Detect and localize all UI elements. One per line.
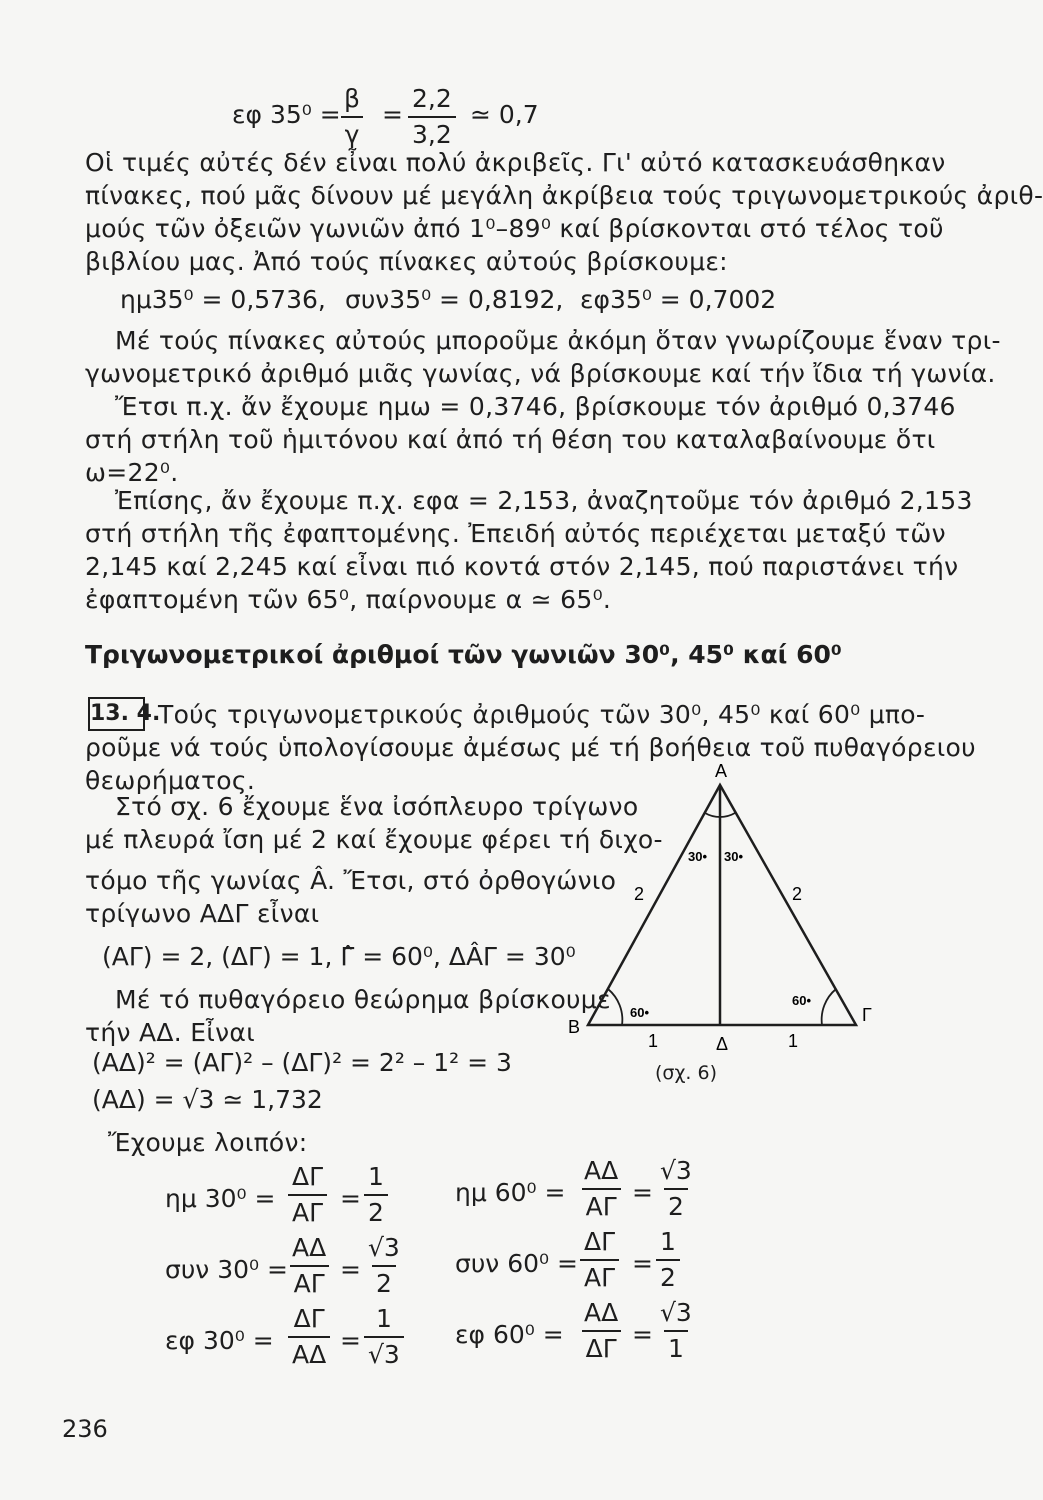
base-label-left: 1 <box>648 1031 659 1051</box>
figure-caption: (σχ. 6) <box>655 1062 718 1084</box>
trig-equals: = <box>340 1326 361 1355</box>
text-line: γωνομετρικό ἀριθμό μιᾶς γωνίας, νά βρίσκουμε καί τήν ἴδια τή γωνία. <box>85 359 996 388</box>
trig-lhs: συν 60⁰ = <box>455 1249 578 1278</box>
text-line: στή στήλη τῆς ἐφαπτομένης. Ἐπειδή αὐτός περιέχεται μεταξύ τῶν <box>85 519 946 548</box>
text-line: ω=22⁰. <box>85 458 179 487</box>
base-label-right: 1 <box>788 1031 799 1051</box>
pythagoras-line-2: (ΑΔ) = √3 ≃ 1,732 <box>92 1085 323 1114</box>
equilateral-triangle <box>588 785 856 1025</box>
fraction-numerator: ΔΓ <box>293 1304 325 1333</box>
trig-lhs: ημ 30⁰ = <box>165 1184 276 1213</box>
fraction-numerator: 1 <box>368 1162 384 1191</box>
fraction-numerator: ΔΓ <box>584 1227 616 1256</box>
text-line: στή στήλη τοῦ ἡμιτόνου καί ἀπό τή θέση του καταλαβαίνουμε ὅτι <box>85 425 936 454</box>
formula-lhs: εφ 35⁰ = <box>232 100 341 129</box>
have-thus-label: Ἔχουμε λοιπόν: <box>108 1128 308 1157</box>
formula-fraction-1 <box>340 82 364 152</box>
angle-label-60-B: 60• <box>630 1005 650 1020</box>
section-heading: Τριγωνομετρικοί ἀριθμοί τῶν γωνιῶν 30⁰, 45⁰ καί 60⁰ <box>85 640 842 669</box>
formula-equals: = <box>382 100 403 129</box>
text-line: τήν ΑΔ. Εἶναι <box>85 1018 255 1047</box>
fraction-numerator: √3 <box>660 1156 692 1185</box>
triangle-figure <box>560 755 880 1055</box>
angle-label-30-right: 30• <box>724 849 744 864</box>
text-line: Μέ τούς πίνακες αὐτούς μποροῦμε ἀκόμη ὅταν γνωρίζουμε ἕναν τρι- <box>115 326 1001 355</box>
section-number-box: 13. 4. <box>88 697 145 731</box>
fraction-numerator: β <box>344 84 360 113</box>
text-line: τρίγωνο ΑΔΓ εἶναι <box>85 899 320 928</box>
text-line: τόμο τῆς γωνίας Â. Ἔτσι, στό ὀρθογώνιο <box>85 866 617 895</box>
trig-equals: = <box>632 1178 653 1207</box>
fraction-denominator: 2 <box>664 1188 688 1224</box>
fraction-numerator: ΑΔ <box>584 1156 619 1185</box>
fraction-denominator: ΑΓ <box>582 1188 621 1224</box>
text-line: Οἱ τιμές αὐτές δέν εἶναι πολύ ἀκριβεῖς. Γι' αὐτό κατασκευάσθηκαν <box>85 148 946 177</box>
text-line: ἐφαπτομένη τῶν 65⁰, παίρνουμε α ≃ 65⁰. <box>85 585 612 614</box>
fraction-denominator: 2 <box>372 1265 396 1301</box>
fraction-denominator: 2 <box>364 1194 388 1230</box>
value-syn35: συν35⁰ = 0,8192, <box>345 285 564 314</box>
trig-fraction <box>656 1154 696 1224</box>
angle-arc-B <box>608 989 622 1025</box>
paragraph-7 <box>85 985 611 1055</box>
paragraph-6 <box>85 792 663 932</box>
trig-fraction <box>288 1302 330 1372</box>
trig-lhs: εφ 30⁰ = <box>165 1326 274 1355</box>
paragraph-3 <box>85 392 956 492</box>
fraction-denominator: 1 <box>664 1330 688 1366</box>
paragraph-2 <box>85 326 1001 396</box>
formula-approx: ≃ 0,7 <box>470 100 539 129</box>
formula-fraction-2 <box>408 82 456 152</box>
trig-fraction <box>364 1160 388 1230</box>
trig-fraction <box>288 1160 327 1230</box>
text-line: ροῦμε νά τούς ὑπολογίσουμε ἀμέσως μέ τή βοήθεια τοῦ πυθαγόρειου <box>85 733 976 762</box>
text-line: μούς τῶν ὀξειῶν γωνιῶν ἀπό 1⁰–89⁰ καί βρίσκονται στό τέλος τοῦ <box>85 214 944 243</box>
trig-fraction <box>580 1154 622 1224</box>
trig-fraction <box>580 1296 622 1366</box>
trig-equals: = <box>632 1249 653 1278</box>
vertex-label-G: Γ <box>862 1005 872 1025</box>
value-hm35: ημ35⁰ = 0,5736, <box>120 285 326 314</box>
fraction-numerator: ΑΔ <box>292 1233 327 1262</box>
side-label-right: 2 <box>792 884 803 904</box>
text-line: Μέ τό πυθαγόρειο θεώρημα βρίσκουμε <box>115 985 611 1014</box>
trig-lhs: εφ 60⁰ = <box>455 1320 564 1349</box>
trig-equals: = <box>340 1184 361 1213</box>
angle-label-30-left: 30• <box>688 849 708 864</box>
paragraph-1 <box>85 148 1043 288</box>
fraction-numerator: 1 <box>375 1304 392 1333</box>
fraction-denominator: γ <box>341 116 364 152</box>
fraction-denominator: 3,2 <box>408 116 456 152</box>
fraction-denominator: ΑΔ <box>288 1336 330 1372</box>
trig-lhs: ημ 60⁰ = <box>455 1178 566 1207</box>
fraction-numerator: 1 <box>660 1227 676 1256</box>
trig-fraction <box>656 1296 696 1366</box>
trig-fraction <box>580 1225 619 1295</box>
fraction-denominator: 2 <box>656 1259 680 1295</box>
value-ef35: εφ35⁰ = 0,7002 <box>580 285 777 314</box>
paragraph-4 <box>85 486 973 621</box>
text-line: μέ πλευρά ἴση μέ 2 καί ἔχουμε φέρει τή διχο- <box>85 825 663 854</box>
angle-arc-G <box>822 989 836 1025</box>
trig-fraction <box>288 1231 330 1301</box>
text-line: πίνακες, πού μᾶς δίνουν μέ μεγάλη ἀκρίβεια τούς τριγωνομετρικούς ἀριθ- <box>85 181 1043 210</box>
fraction-denominator: ΑΓ <box>580 1259 619 1295</box>
fraction-numerator: 2,2 <box>412 84 452 113</box>
side-label-left: 2 <box>634 884 645 904</box>
fraction-denominator: ΑΓ <box>288 1194 327 1230</box>
fraction-denominator: √3 <box>364 1336 404 1372</box>
trig-equals: = <box>340 1255 361 1284</box>
page-number: 236 <box>62 1415 108 1443</box>
angle-label-60-G: 60• <box>792 993 812 1008</box>
trig-fraction <box>656 1225 680 1295</box>
trig-fraction <box>364 1231 404 1301</box>
text-line: Ἐπίσης, ἄν ἔχουμε π.χ. εφα = 2,153, ἀναζητοῦμε τόν ἀριθμό 2,153 <box>115 486 973 515</box>
fraction-denominator: ΔΓ <box>582 1330 621 1366</box>
vertex-label-B: Β <box>568 1017 581 1037</box>
fraction-denominator: ΑΓ <box>290 1265 329 1301</box>
trig-lhs: συν 30⁰ = <box>165 1255 288 1284</box>
fraction-numerator: √3 <box>660 1298 692 1327</box>
text-line: Τούς τριγωνομετρικούς ἀριθμούς τῶν 30⁰, 45⁰ καί 60⁰ μπο- <box>158 700 926 729</box>
text-line: Στό σχ. 6 ἔχουμε ἕνα ἰσόπλευρο τρίγωνο <box>115 792 639 821</box>
equation-line: (ΑΓ) = 2, (ΔΓ) = 1, Γ̂ = 60⁰, ΔÂΓ = 30⁰ <box>102 942 576 971</box>
vertex-label-A: Α <box>715 761 728 781</box>
vertex-label-D: Δ <box>716 1034 729 1054</box>
fraction-numerator: ΔΓ <box>292 1162 324 1191</box>
text-line: θεωρήματος. <box>85 766 256 795</box>
text-line: Ἔτσι π.χ. ἄν ἔχουμε ημω = 0,3746, βρίσκουμε τόν ἀριθμό 0,3746 <box>115 392 956 421</box>
fraction-numerator: ΑΔ <box>584 1298 619 1327</box>
fraction-numerator: √3 <box>368 1233 400 1262</box>
text-line: βιβλίου μας. Ἀπό τούς πίνακες αὐτούς βρίσκουμε: <box>85 247 728 276</box>
trig-equals: = <box>632 1320 653 1349</box>
pythagoras-line-1: (ΑΔ)² = (ΑΓ)² – (ΔΓ)² = 2² – 1² = 3 <box>92 1048 512 1077</box>
text-line: 2,145 καί 2,245 καί εἶναι πιό κοντά στόν 2,145, πού παριστάνει τήν <box>85 552 959 581</box>
trig-fraction <box>364 1302 404 1372</box>
